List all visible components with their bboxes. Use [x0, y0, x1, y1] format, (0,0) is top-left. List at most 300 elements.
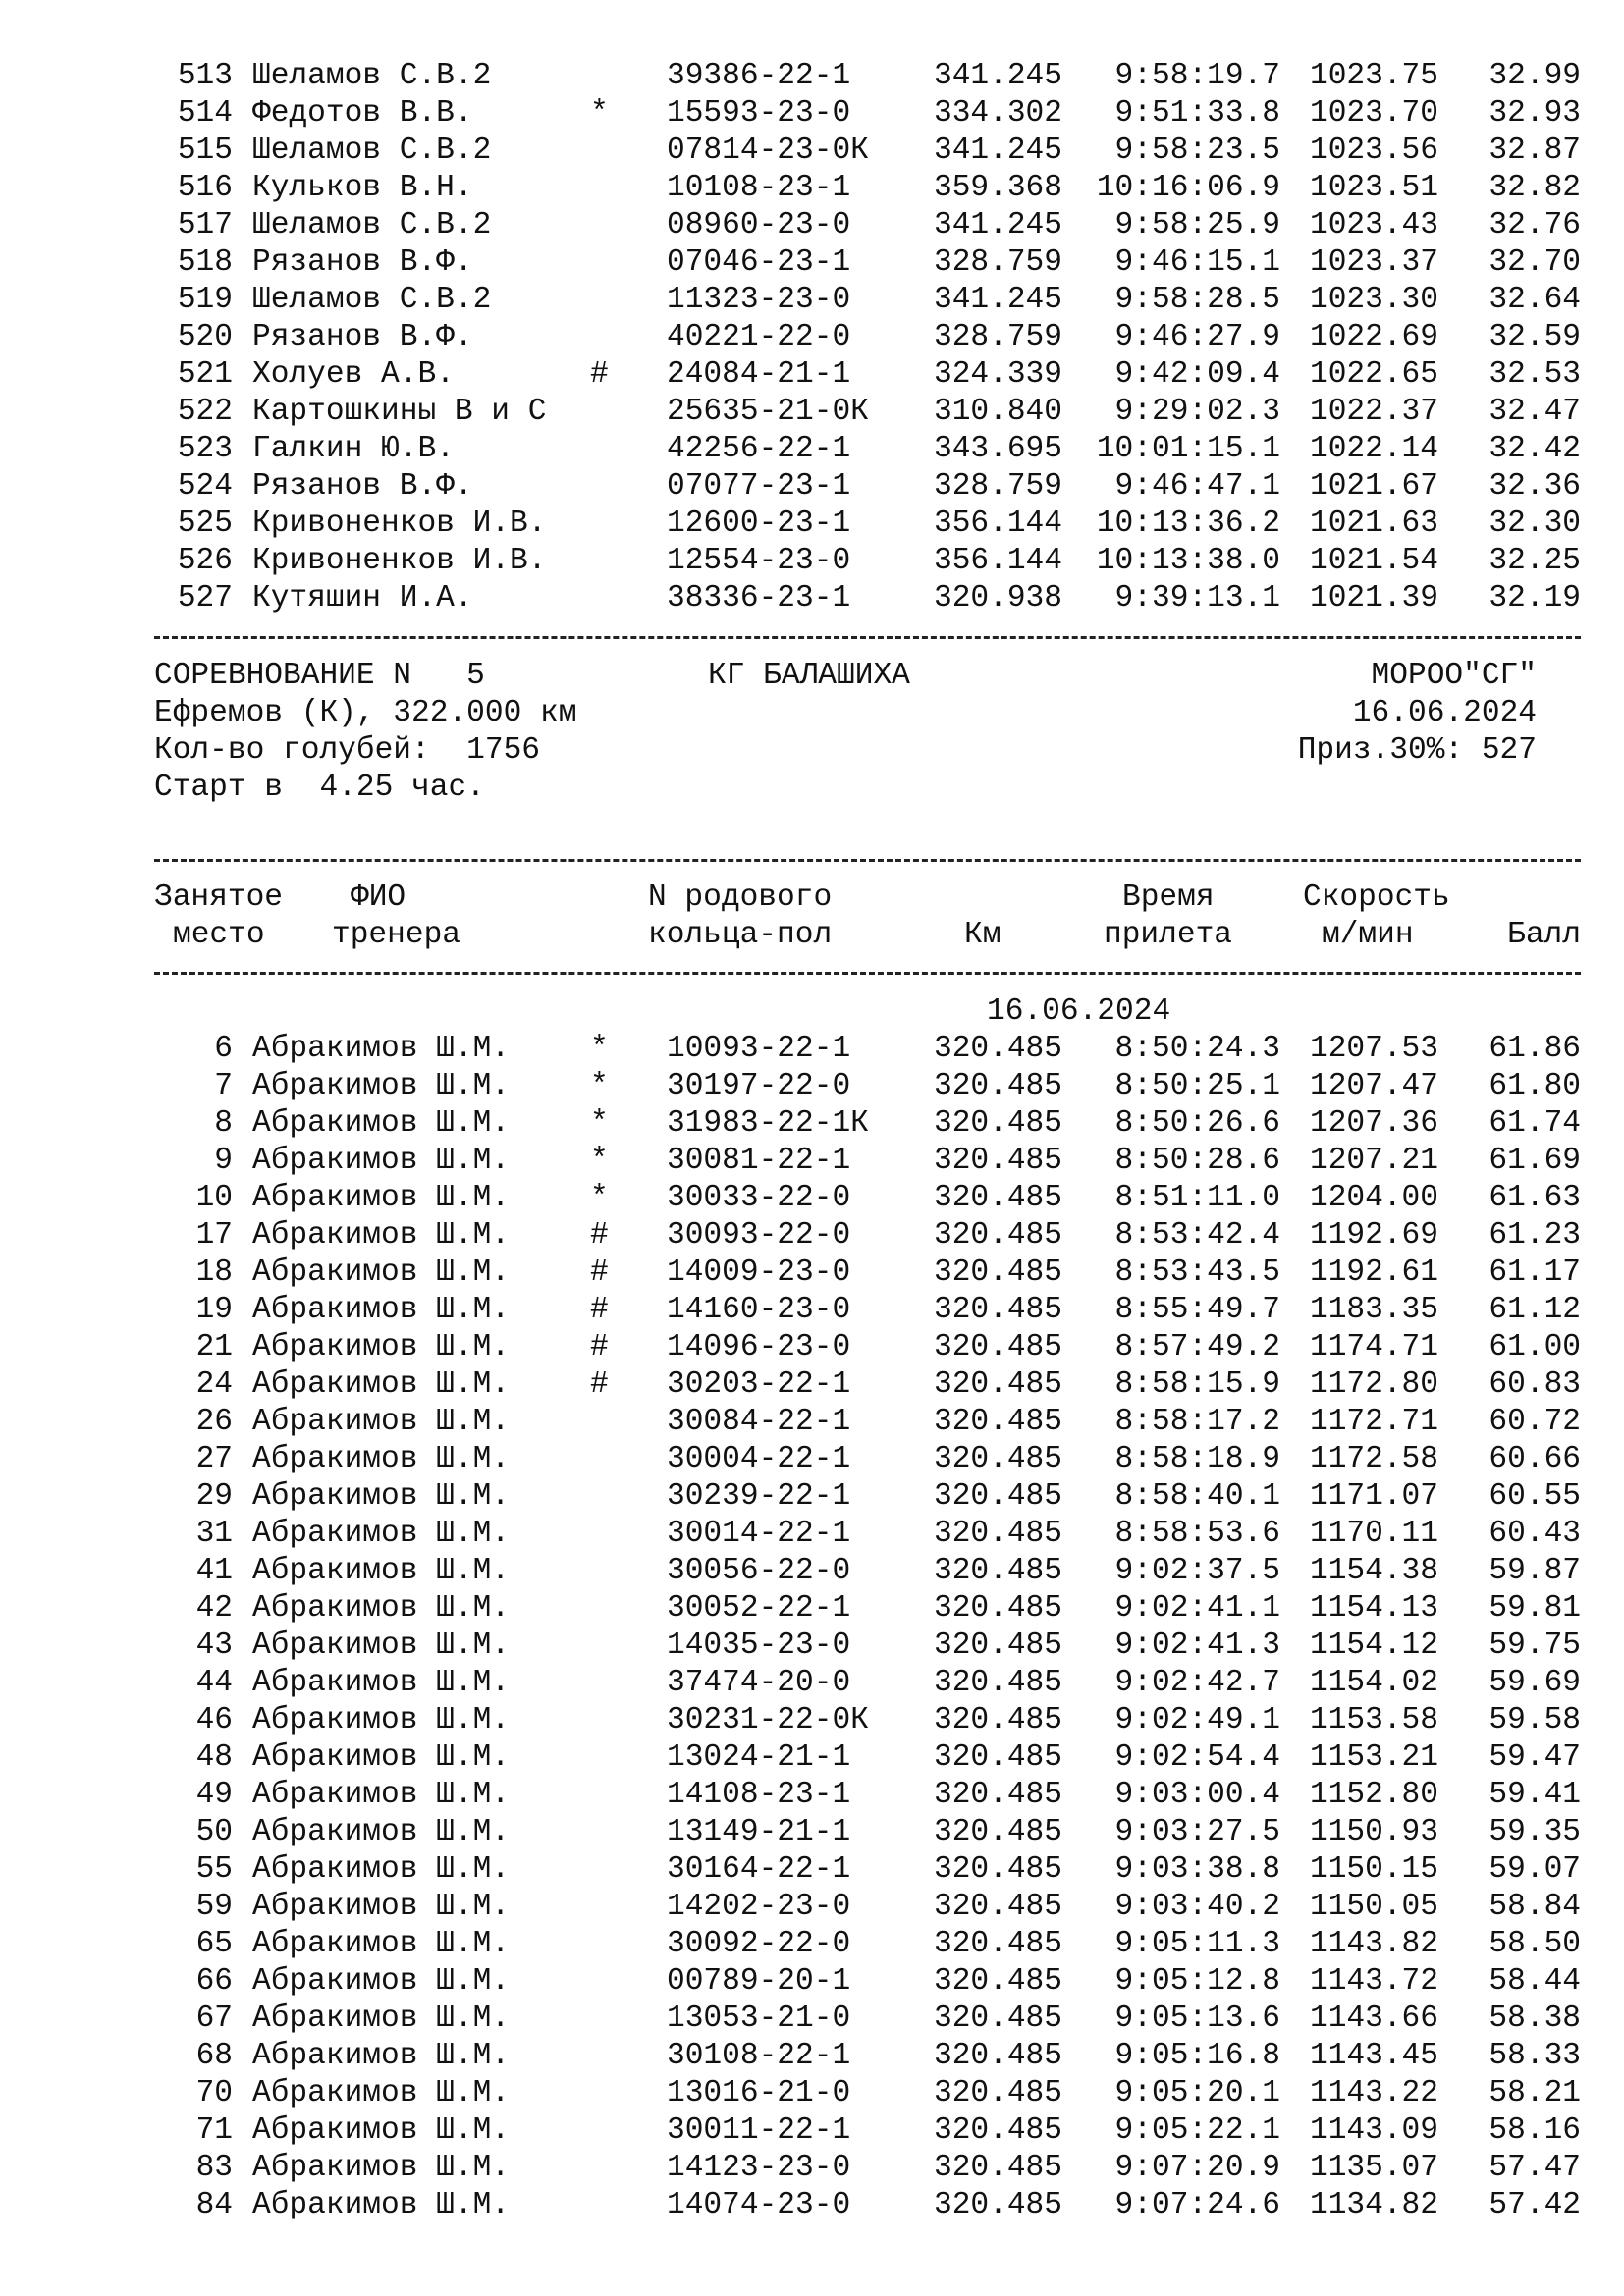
distance-cell: 320.485 [933, 1106, 1062, 1141]
score-cell: 32.25 [1489, 544, 1581, 578]
distance-cell: 320.485 [933, 1815, 1062, 1849]
distance-cell: 320.485 [933, 1255, 1062, 1290]
trainer-name-cell: Шеламов С.В.2 [252, 59, 492, 93]
speed-cell: 1021.67 [1309, 469, 1438, 504]
arrival-time-cell: 8:50:24.3 [1114, 1032, 1280, 1066]
ring-number-cell: 14035-23-0 [667, 1629, 851, 1663]
arrival-time-cell: 9:07:24.6 [1114, 2188, 1280, 2222]
arrival-time-cell: 9:02:41.1 [1114, 1591, 1280, 1626]
trainer-name-cell: Абракимов Ш.М. [252, 1032, 511, 1066]
speed-cell: 1022.65 [1309, 357, 1438, 392]
place-cell: 68 [195, 2039, 233, 2073]
trainer-name-cell: Абракимов Ш.М. [252, 1554, 511, 1588]
col-score: Балл [1507, 918, 1581, 952]
col-speed-line1: Скорость [1303, 881, 1450, 915]
distance-cell: 320.485 [933, 1554, 1062, 1588]
table-row [0, 1105, 1624, 1143]
trainer-name-cell: Абракимов Ш.М. [252, 1367, 511, 1402]
ring-number-cell: 30092-22-0 [667, 1927, 851, 1961]
distance-cell: 328.759 [933, 245, 1062, 280]
score-cell: 60.83 [1489, 1367, 1581, 1402]
distance-cell: 320.485 [933, 2039, 1062, 2073]
score-cell: 61.23 [1489, 1218, 1581, 1253]
header-top-divider [154, 859, 1581, 862]
table-row [0, 2075, 1624, 2112]
arrival-time-cell: 9:58:19.7 [1114, 59, 1280, 93]
mark-cell: # [590, 1255, 609, 1290]
place-cell: 41 [195, 1554, 233, 1588]
place-cell: 17 [195, 1218, 233, 1253]
distance-cell: 320.485 [933, 1591, 1062, 1626]
mark-cell: * [590, 96, 609, 131]
distance-cell: 320.485 [933, 1703, 1062, 1737]
distance-cell: 320.485 [933, 1666, 1062, 1700]
place-cell: 513 [177, 59, 233, 93]
distance-cell: 320.485 [933, 1032, 1062, 1066]
speed-cell: 1023.30 [1309, 283, 1438, 317]
table-row [0, 2150, 1624, 2187]
speed-cell: 1143.66 [1309, 2002, 1438, 2036]
place-cell: 522 [177, 395, 233, 429]
mark-cell: * [590, 1069, 609, 1103]
table-row [0, 282, 1624, 319]
col-name-line2: тренера [332, 918, 461, 952]
speed-cell: 1143.72 [1309, 1964, 1438, 1999]
trainer-name-cell: Абракимов Ш.М. [252, 1479, 511, 1514]
col-ring-line1: N родового [648, 881, 833, 915]
arrival-time-cell: 10:13:38.0 [1096, 544, 1280, 578]
trainer-name-cell: Абракимов Ш.М. [252, 1778, 511, 1812]
distance-cell: 341.245 [933, 208, 1062, 242]
arrival-time-cell: 10:13:36.2 [1096, 507, 1280, 541]
table-row [0, 1366, 1624, 1404]
arrival-time-cell: 9:58:25.9 [1114, 208, 1280, 242]
distance-cell: 320.485 [933, 1740, 1062, 1775]
table-row [0, 244, 1624, 282]
score-cell: 61.74 [1489, 1106, 1581, 1141]
place-cell: 42 [195, 1591, 233, 1626]
ring-number-cell: 15593-23-0 [667, 96, 851, 131]
mark-cell: * [590, 1144, 609, 1178]
place-cell: 524 [177, 469, 233, 504]
ring-number-cell: 14108-23-1 [667, 1778, 851, 1812]
ring-number-cell: 30081-22-1 [667, 1144, 851, 1178]
speed-cell: 1023.51 [1309, 171, 1438, 205]
place-cell: 55 [195, 1852, 233, 1887]
speed-cell: 1172.71 [1309, 1405, 1438, 1439]
score-cell: 59.75 [1489, 1629, 1581, 1663]
score-cell: 32.59 [1489, 320, 1581, 354]
place-cell: 527 [177, 581, 233, 615]
arrival-time-cell: 9:03:00.4 [1114, 1778, 1280, 1812]
ring-number-cell: 30231-22-0К [667, 1703, 869, 1737]
place-cell: 27 [195, 1442, 233, 1476]
table-row [0, 207, 1624, 244]
distance-cell: 310.840 [933, 395, 1062, 429]
trainer-name-cell: Федотов В.В. [252, 96, 473, 131]
place-cell: 59 [195, 1890, 233, 1924]
speed-cell: 1174.71 [1309, 1330, 1438, 1364]
mark-cell: # [590, 357, 609, 392]
place-cell: 519 [177, 283, 233, 317]
speed-cell: 1150.15 [1309, 1852, 1438, 1887]
place-cell: 523 [177, 432, 233, 466]
place-cell: 526 [177, 544, 233, 578]
trainer-name-cell: Рязанов В.Ф. [252, 320, 473, 354]
arrival-time-cell: 9:58:28.5 [1114, 283, 1280, 317]
score-cell: 59.07 [1489, 1852, 1581, 1887]
distance-cell: 320.485 [933, 1890, 1062, 1924]
trainer-name-cell: Абракимов Ш.М. [252, 1293, 511, 1327]
arrival-time-cell: 9:05:16.8 [1114, 2039, 1280, 2073]
score-cell: 32.64 [1489, 283, 1581, 317]
score-cell: 61.86 [1489, 1032, 1581, 1066]
trainer-name-cell: Абракимов Ш.М. [252, 1442, 511, 1476]
arrival-time-cell: 9:03:38.8 [1114, 1852, 1280, 1887]
place-cell: 9 [214, 1144, 233, 1178]
table-row [0, 1739, 1624, 1777]
speed-cell: 1022.14 [1309, 432, 1438, 466]
distance-cell: 320.485 [933, 1405, 1062, 1439]
speed-cell: 1023.56 [1309, 133, 1438, 168]
score-cell: 60.66 [1489, 1442, 1581, 1476]
speed-cell: 1150.05 [1309, 1890, 1438, 1924]
distance-cell: 320.485 [933, 1479, 1062, 1514]
speed-cell: 1143.45 [1309, 2039, 1438, 2073]
ring-number-cell: 10093-22-1 [667, 1032, 851, 1066]
distance-cell: 334.302 [933, 96, 1062, 131]
ring-number-cell: 13053-21-0 [667, 2002, 851, 2036]
speed-cell: 1153.21 [1309, 1740, 1438, 1775]
arrival-time-cell: 8:55:49.7 [1114, 1293, 1280, 1327]
place-cell: 26 [195, 1405, 233, 1439]
score-cell: 59.41 [1489, 1778, 1581, 1812]
col-name-line1: ФИО [351, 881, 406, 915]
table-row [0, 1777, 1624, 1814]
distance-cell: 320.485 [933, 2076, 1062, 2110]
table-row [0, 1478, 1624, 1516]
score-cell: 32.30 [1489, 507, 1581, 541]
distance-cell: 320.485 [933, 2113, 1062, 2148]
trainer-name-cell: Кутяшин И.А. [252, 581, 473, 615]
table-row [0, 468, 1624, 506]
score-cell: 58.84 [1489, 1890, 1581, 1924]
trainer-name-cell: Абракимов Ш.М. [252, 1927, 511, 1961]
trainer-name-cell: Картошкины В и С [252, 395, 547, 429]
mark-cell: # [590, 1293, 609, 1327]
trainer-name-cell: Абракимов Ш.М. [252, 2113, 511, 2148]
distance-cell: 320.485 [933, 1069, 1062, 1103]
ring-number-cell: 42256-22-1 [667, 432, 851, 466]
col-km: Км [964, 918, 1001, 952]
club-name: КГ БАЛАШИХА [708, 659, 910, 693]
distance-cell: 341.245 [933, 59, 1062, 93]
ring-number-cell: 07046-23-1 [667, 245, 851, 280]
ring-number-cell: 14202-23-0 [667, 1890, 851, 1924]
score-cell: 58.33 [1489, 2039, 1581, 2073]
score-cell: 59.81 [1489, 1591, 1581, 1626]
place-cell: 21 [195, 1330, 233, 1364]
ring-number-cell: 30011-22-1 [667, 2113, 851, 2148]
speed-cell: 1154.38 [1309, 1554, 1438, 1588]
speed-cell: 1143.09 [1309, 2113, 1438, 2148]
ring-number-cell: 13016-21-0 [667, 2076, 851, 2110]
speed-cell: 1023.70 [1309, 96, 1438, 131]
speed-cell: 1192.69 [1309, 1218, 1438, 1253]
arrival-time-cell: 9:02:54.4 [1114, 1740, 1280, 1775]
ring-number-cell: 30056-22-0 [667, 1554, 851, 1588]
speed-cell: 1170.11 [1309, 1517, 1438, 1551]
place-cell: 521 [177, 357, 233, 392]
place-cell: 66 [195, 1964, 233, 1999]
trainer-name-cell: Кривоненков И.В. [252, 507, 547, 541]
table-row [0, 2112, 1624, 2150]
table-row [0, 95, 1624, 133]
start-time: Старт в 4.25 час. [154, 771, 485, 805]
place-cell: 24 [195, 1367, 233, 1402]
place-cell: 6 [214, 1032, 233, 1066]
ring-number-cell: 30164-22-1 [667, 1852, 851, 1887]
distance-cell: 320.485 [933, 1778, 1062, 1812]
speed-cell: 1207.36 [1309, 1106, 1438, 1141]
score-cell: 32.82 [1489, 171, 1581, 205]
mark-cell: * [590, 1181, 609, 1215]
distance-cell: 320.485 [933, 1852, 1062, 1887]
section-divider [154, 636, 1581, 639]
table-row [0, 1628, 1624, 1665]
ring-number-cell: 30203-22-1 [667, 1367, 851, 1402]
arrival-time-cell: 9:58:23.5 [1114, 133, 1280, 168]
table-row [0, 1851, 1624, 1889]
place-cell: 43 [195, 1629, 233, 1663]
trainer-name-cell: Абракимов Ш.М. [252, 1330, 511, 1364]
table-row [0, 133, 1624, 170]
ring-number-cell: 37474-20-0 [667, 1666, 851, 1700]
place-cell: 71 [195, 2113, 233, 2148]
trainer-name-cell: Рязанов В.Ф. [252, 245, 473, 280]
table-row [0, 2038, 1624, 2075]
distance-cell: 320.485 [933, 1927, 1062, 1961]
arrival-time-cell: 9:05:12.8 [1114, 1964, 1280, 1999]
arrival-time-cell: 9:39:13.1 [1114, 581, 1280, 615]
trainer-name-cell: Абракимов Ш.М. [252, 1740, 511, 1775]
arrival-time-cell: 8:58:18.9 [1114, 1442, 1280, 1476]
table-row [0, 1441, 1624, 1478]
table-row [0, 1404, 1624, 1441]
score-cell: 32.42 [1489, 432, 1581, 466]
place-cell: 83 [195, 2151, 233, 2185]
section-date: 16.06.2024 [987, 994, 1171, 1029]
score-cell: 32.47 [1489, 395, 1581, 429]
score-cell: 57.42 [1489, 2188, 1581, 2222]
speed-cell: 1022.69 [1309, 320, 1438, 354]
speed-cell: 1154.02 [1309, 1666, 1438, 1700]
table-row [0, 1553, 1624, 1590]
speed-cell: 1023.37 [1309, 245, 1438, 280]
trainer-name-cell: Абракимов Ш.М. [252, 1181, 511, 1215]
place-cell: 516 [177, 171, 233, 205]
trainer-name-cell: Галкин Ю.В. [252, 432, 455, 466]
score-cell: 59.87 [1489, 1554, 1581, 1588]
table-row [0, 1329, 1624, 1366]
table-row [0, 1516, 1624, 1553]
arrival-time-cell: 8:58:40.1 [1114, 1479, 1280, 1514]
ring-number-cell: 07814-23-0К [667, 133, 869, 168]
distance-cell: 320.485 [933, 1218, 1062, 1253]
trainer-name-cell: Шеламов С.В.2 [252, 283, 492, 317]
mark-cell: # [590, 1330, 609, 1364]
speed-cell: 1143.82 [1309, 1927, 1438, 1961]
ring-number-cell: 30033-22-0 [667, 1181, 851, 1215]
speed-cell: 1134.82 [1309, 2188, 1438, 2222]
speed-cell: 1022.37 [1309, 395, 1438, 429]
speed-cell: 1154.13 [1309, 1591, 1438, 1626]
distance-cell: 328.759 [933, 320, 1062, 354]
release-point: Ефремов (К), 322.000 км [154, 696, 577, 730]
table-row [0, 1217, 1624, 1255]
trainer-name-cell: Абракимов Ш.М. [252, 1703, 511, 1737]
arrival-time-cell: 9:46:27.9 [1114, 320, 1280, 354]
ring-number-cell: 38336-23-1 [667, 581, 851, 615]
trainer-name-cell: Абракимов Ш.М. [252, 2151, 511, 2185]
trainer-name-cell: Холуев А.В. [252, 357, 455, 392]
ring-number-cell: 30084-22-1 [667, 1405, 851, 1439]
score-cell: 61.12 [1489, 1293, 1581, 1327]
distance-cell: 320.485 [933, 2188, 1062, 2222]
trainer-name-cell: Абракимов Ш.М. [252, 1144, 511, 1178]
distance-cell: 324.339 [933, 357, 1062, 392]
table-row [0, 1255, 1624, 1292]
prize-count: Приз.30%: 527 [1297, 733, 1537, 768]
col-place-line2: место [173, 918, 265, 952]
speed-cell: 1207.47 [1309, 1069, 1438, 1103]
place-cell: 18 [195, 1255, 233, 1290]
table-row [0, 2187, 1624, 2224]
arrival-time-cell: 10:01:15.1 [1096, 432, 1280, 466]
arrival-time-cell: 9:02:49.1 [1114, 1703, 1280, 1737]
table-row [0, 543, 1624, 580]
trainer-name-cell: Шеламов С.В.2 [252, 133, 492, 168]
speed-cell: 1023.43 [1309, 208, 1438, 242]
trainer-name-cell: Абракимов Ш.М. [252, 2002, 511, 2036]
ring-number-cell: 30239-22-1 [667, 1479, 851, 1514]
speed-cell: 1183.35 [1309, 1293, 1438, 1327]
distance-cell: 320.485 [933, 1181, 1062, 1215]
table-row [0, 1180, 1624, 1217]
speed-cell: 1150.93 [1309, 1815, 1438, 1849]
score-cell: 32.36 [1489, 469, 1581, 504]
arrival-time-cell: 8:57:49.2 [1114, 1330, 1280, 1364]
ring-number-cell: 08960-23-0 [667, 208, 851, 242]
place-cell: 49 [195, 1778, 233, 1812]
trainer-name-cell: Абракимов Ш.М. [252, 1591, 511, 1626]
ring-number-cell: 14160-23-0 [667, 1293, 851, 1327]
ring-number-cell: 13149-21-1 [667, 1815, 851, 1849]
distance-cell: 320.485 [933, 1517, 1062, 1551]
ring-number-cell: 14074-23-0 [667, 2188, 851, 2222]
place-cell: 520 [177, 320, 233, 354]
score-cell: 32.93 [1489, 96, 1581, 131]
speed-cell: 1135.07 [1309, 2151, 1438, 2185]
ring-number-cell: 14096-23-0 [667, 1330, 851, 1364]
speed-cell: 1171.07 [1309, 1479, 1438, 1514]
arrival-time-cell: 9:46:47.1 [1114, 469, 1280, 504]
score-cell: 59.69 [1489, 1666, 1581, 1700]
trainer-name-cell: Абракимов Ш.М. [252, 1852, 511, 1887]
table-row [0, 580, 1624, 617]
table-row [0, 170, 1624, 207]
header-bottom-divider [154, 972, 1581, 975]
ring-number-cell: 11323-23-0 [667, 283, 851, 317]
col-time-line1: Время [1122, 881, 1215, 915]
arrival-time-cell: 9:05:20.1 [1114, 2076, 1280, 2110]
trainer-name-cell: Абракимов Ш.М. [252, 1069, 511, 1103]
trainer-name-cell: Абракимов Ш.М. [252, 1255, 511, 1290]
place-cell: 65 [195, 1927, 233, 1961]
ring-number-cell: 07077-23-1 [667, 469, 851, 504]
distance-cell: 328.759 [933, 469, 1062, 504]
table-row [0, 319, 1624, 356]
place-cell: 31 [195, 1517, 233, 1551]
arrival-time-cell: 9:05:22.1 [1114, 2113, 1280, 2148]
table-row [0, 1031, 1624, 1068]
arrival-time-cell: 8:50:26.6 [1114, 1106, 1280, 1141]
distance-cell: 320.485 [933, 2002, 1062, 2036]
ring-number-cell: 30004-22-1 [667, 1442, 851, 1476]
table-row [0, 1926, 1624, 1963]
speed-cell: 1172.58 [1309, 1442, 1438, 1476]
place-cell: 67 [195, 2002, 233, 2036]
trainer-name-cell: Абракимов Ш.М. [252, 1405, 511, 1439]
trainer-name-cell: Абракимов Ш.М. [252, 1629, 511, 1663]
score-cell: 32.53 [1489, 357, 1581, 392]
col-ring-line2: кольца-пол [648, 918, 833, 952]
competition-number: СОРЕВНОВАНИЕ N 5 [154, 659, 485, 693]
score-cell: 61.17 [1489, 1255, 1581, 1290]
score-cell: 60.55 [1489, 1479, 1581, 1514]
mark-cell: # [590, 1218, 609, 1253]
place-cell: 29 [195, 1479, 233, 1514]
score-cell: 32.76 [1489, 208, 1581, 242]
distance-cell: 320.485 [933, 1293, 1062, 1327]
distance-cell: 320.485 [933, 1442, 1062, 1476]
place-cell: 44 [195, 1666, 233, 1700]
place-cell: 48 [195, 1740, 233, 1775]
mark-cell: # [590, 1367, 609, 1402]
ring-number-cell: 12600-23-1 [667, 507, 851, 541]
arrival-time-cell: 9:02:42.7 [1114, 1666, 1280, 1700]
distance-cell: 320.485 [933, 1330, 1062, 1364]
arrival-time-cell: 9:02:41.3 [1114, 1629, 1280, 1663]
ring-number-cell: 14009-23-0 [667, 1255, 851, 1290]
ring-number-cell: 14123-23-0 [667, 2151, 851, 2185]
ring-number-cell: 31983-22-1К [667, 1106, 869, 1141]
place-cell: 10 [195, 1181, 233, 1215]
score-cell: 58.44 [1489, 1964, 1581, 1999]
place-cell: 7 [214, 1069, 233, 1103]
mark-cell: * [590, 1032, 609, 1066]
arrival-time-cell: 8:58:15.9 [1114, 1367, 1280, 1402]
score-cell: 59.35 [1489, 1815, 1581, 1849]
ring-number-cell: 30014-22-1 [667, 1517, 851, 1551]
table-row [0, 431, 1624, 468]
arrival-time-cell: 8:51:11.0 [1114, 1181, 1280, 1215]
ring-number-cell: 25635-21-0К [667, 395, 869, 429]
ring-number-cell: 00789-20-1 [667, 1964, 851, 1999]
arrival-time-cell: 8:53:43.5 [1114, 1255, 1280, 1290]
arrival-time-cell: 8:58:53.6 [1114, 1517, 1280, 1551]
table-row [0, 1068, 1624, 1105]
